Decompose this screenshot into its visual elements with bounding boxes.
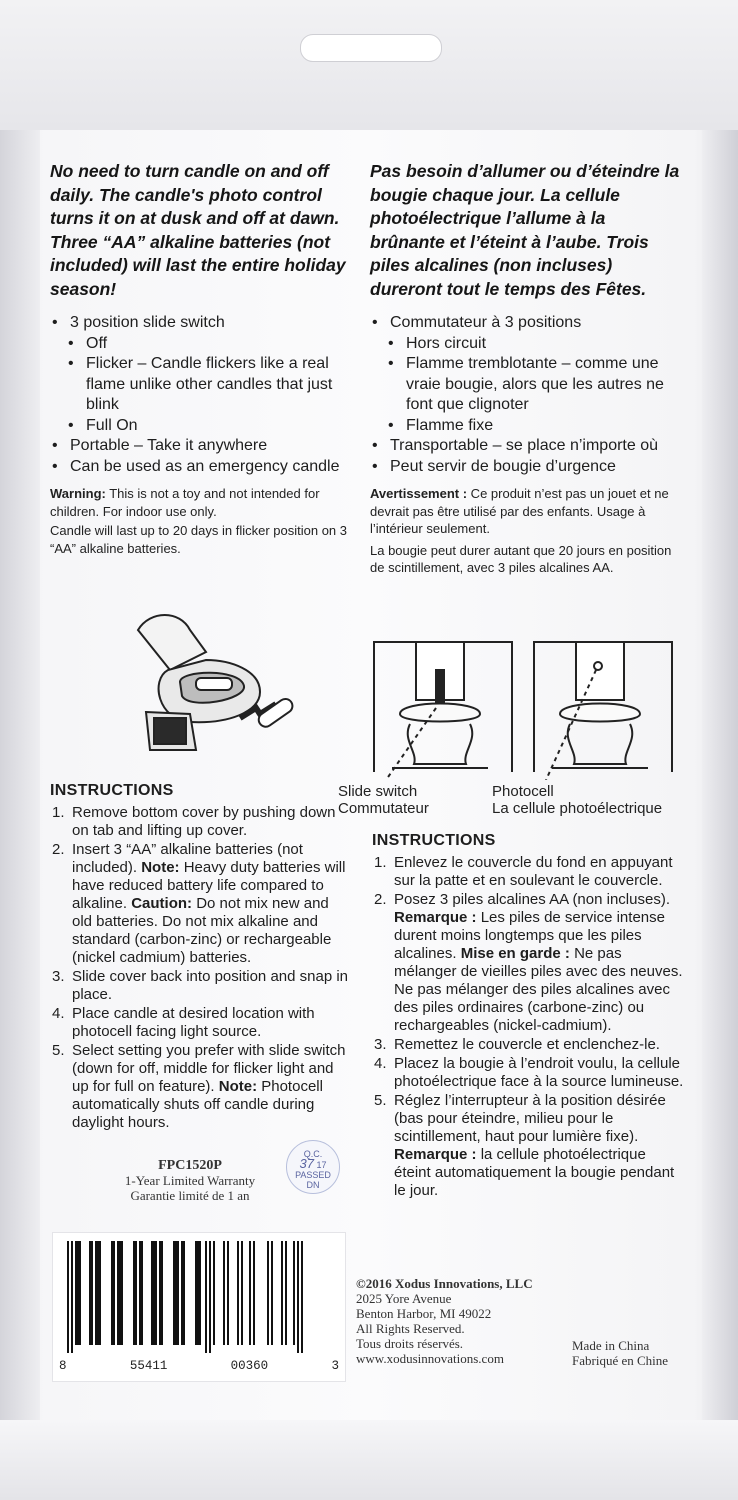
french-warning-text: Ce produit n’est pas un jouet et ne devrait pas être utilisé par des enfants. Usage à l’intérieur seulement. xyxy=(370,486,669,536)
product-code: FPC1520P xyxy=(158,1158,222,1173)
french-step-number: 1. xyxy=(374,854,387,871)
barcode-bar xyxy=(133,1241,137,1345)
package-left-edge xyxy=(0,0,40,1500)
english-step-text: Insert 3 “AA” alkaline batteries (not included). xyxy=(72,841,303,876)
english-step-item xyxy=(50,1042,350,1132)
english-step-number: 5. xyxy=(52,1042,65,1059)
barcode-bar xyxy=(281,1241,283,1345)
barcode-digits-left: 55411 xyxy=(129,1359,168,1373)
english-step-number: 3. xyxy=(52,968,65,985)
barcode-bar xyxy=(95,1241,101,1345)
english-step-emphasis: Note: xyxy=(141,859,180,876)
english-feature-list xyxy=(50,313,350,477)
french-step-item xyxy=(372,1036,684,1054)
english-column xyxy=(50,160,350,557)
barcode-digit-system: 8 xyxy=(59,1359,67,1373)
product-info xyxy=(90,1158,290,1203)
english-feature-item: • Flicker – Candle flickers like a real flame unlike other candles that just blink xyxy=(50,354,350,416)
english-feature-item: • 3 position slide switch xyxy=(50,313,350,334)
barcode-bar xyxy=(75,1241,81,1345)
english-step-item xyxy=(50,804,350,840)
english-step-emphasis: Caution: xyxy=(131,895,193,912)
english-step-text: Do not mix new and old batteries. Do not mix alkaline and standard (carbon-zinc) or rechargeable (nickel cadmium) batteries. xyxy=(72,895,332,966)
barcode-bar xyxy=(237,1241,239,1345)
upc-barcode xyxy=(52,1232,346,1382)
company-street: 2025 Yore Avenue xyxy=(356,1291,452,1306)
barcode-bar xyxy=(285,1241,287,1345)
barcode-bar xyxy=(267,1241,269,1345)
french-step-item xyxy=(372,1092,684,1200)
barcode-bars xyxy=(63,1241,335,1353)
french-feature-item: • Flamme fixe xyxy=(370,416,680,437)
french-step-number: 2. xyxy=(374,891,387,908)
barcode-bar xyxy=(301,1241,303,1353)
battery-compartment-illustration xyxy=(110,600,310,770)
barcode-bar xyxy=(241,1241,243,1345)
company-rights-fr: Tous droits réservés. xyxy=(356,1336,464,1351)
barcode-bar xyxy=(139,1241,143,1345)
french-step-text: Posez 3 piles alcalines AA (non incluses). xyxy=(394,891,670,908)
french-warning-label: Avertissement : xyxy=(370,486,468,501)
warranty-en: 1-Year Limited Warranty xyxy=(124,1173,256,1188)
barcode-bar xyxy=(181,1241,185,1345)
english-step-text: Slide cover back into position and snap in place. xyxy=(72,968,349,1003)
french-step-item xyxy=(372,854,684,890)
english-warning-label: Warning: xyxy=(50,486,106,501)
qc-passed-stamp xyxy=(286,1140,340,1194)
qc-line3: PASSED xyxy=(295,1170,331,1180)
barcode-bar xyxy=(173,1241,179,1345)
company-website: www.xodusinnovations.com xyxy=(356,1351,504,1366)
barcode-bar xyxy=(159,1241,163,1345)
english-feature-item: • Off xyxy=(50,334,350,355)
french-feature-list xyxy=(370,313,680,477)
french-step-emphasis: Remarque : xyxy=(394,909,477,926)
made-in-en: Made in China xyxy=(572,1338,650,1353)
barcode-bar xyxy=(89,1241,93,1345)
slide-switch-label xyxy=(338,783,429,817)
barcode-bar xyxy=(151,1241,157,1345)
french-step-emphasis: Remarque : xyxy=(394,1146,477,1163)
english-feature-item: • Portable – Take it anywhere xyxy=(50,436,350,457)
photocell-label-fr: La cellule photoélectrique xyxy=(492,800,663,817)
qc-line4: DN xyxy=(306,1180,320,1190)
qc-number: 37 xyxy=(299,1156,314,1171)
french-warning xyxy=(370,485,680,538)
barcode-digits xyxy=(59,1359,339,1373)
barcode-bar xyxy=(293,1241,295,1345)
qc-number-row xyxy=(287,1156,339,1171)
barcode-bar xyxy=(117,1241,123,1345)
english-step-text: Place candle at desired location with photocell facing light source. xyxy=(72,1005,315,1040)
barcode-bar xyxy=(213,1241,215,1345)
english-step-text: Photocell automatically shuts off candle during daylight hours. xyxy=(72,1078,323,1131)
french-step-number: 3. xyxy=(374,1036,387,1053)
english-intro: No need to turn candle on and off daily. The candle's photo control turns it on at dusk and off at dawn. Three “AA” alkaline batteries (not included) will last the entire holiday season! xyxy=(50,161,346,299)
package-bottom-fold xyxy=(0,1420,738,1500)
french-feature-item: • Hors circuit xyxy=(370,334,680,355)
package-top-fold xyxy=(0,0,738,130)
french-step-text: Les piles de service intense durent moins longtemps que les piles alcalines. xyxy=(394,909,665,962)
english-step-number: 2. xyxy=(52,841,65,858)
barcode-bar xyxy=(195,1241,201,1345)
english-step-item xyxy=(50,1005,350,1041)
french-feature-item: • Transportable – se place n’importe où xyxy=(370,436,680,457)
barcode-bar xyxy=(111,1241,115,1345)
english-warning-text: This is not a toy and not intended for children. For indoor use only. xyxy=(50,486,320,519)
french-feature-item: • Peut servir de bougie d’urgence xyxy=(370,457,680,478)
hang-tab-slot xyxy=(300,34,442,62)
company-rights-en: All Rights Reserved. xyxy=(356,1321,465,1336)
french-step-emphasis: Mise en garde : xyxy=(460,945,570,962)
barcode-bar xyxy=(223,1241,225,1345)
french-step-text: Ne pas mélanger de vieilles piles avec des neuves. Ne pas mélanger des piles alcalines avec des piles ordinaires (carbone-zinc) ou rechargeables (nickel-cadmium). xyxy=(394,945,683,1034)
company-name: ©2016 Xodus Innovations, LLC xyxy=(356,1276,533,1291)
slide-switch-label-fr: Commutateur xyxy=(338,800,429,817)
slide-switch-label-en: Slide switch xyxy=(338,783,418,800)
qc-line1: Q.C. xyxy=(303,1149,323,1159)
company-info xyxy=(356,1276,566,1366)
english-step-number: 1. xyxy=(52,804,65,821)
barcode-bar xyxy=(205,1241,207,1353)
french-step-text: Réglez l’interrupteur à la position désirée (bas pour éteindre, milieu pour le scintillement, haut pour lumière fixe). xyxy=(394,1092,666,1145)
made-in-fr: Fabriqué en Chine xyxy=(572,1353,669,1368)
french-feature-item: • Flamme tremblotante – comme une vraie bougie, alors que les autres ne font que clignoter xyxy=(370,354,680,416)
barcode-digits-right: 00360 xyxy=(230,1359,269,1373)
english-battery-life: Candle will last up to 20 days in flicker position on 3 “AA” alkaline batteries. xyxy=(50,523,347,556)
barcode-bar xyxy=(271,1241,273,1345)
barcode-bar xyxy=(227,1241,229,1345)
warranty-fr: Garantie limité de 1 an xyxy=(130,1188,250,1203)
barcode-bar xyxy=(253,1241,255,1345)
french-step-text: Enlevez le couvercle du fond en appuyant sur la patte et en soulevant le couvercle. xyxy=(394,854,673,889)
english-warning xyxy=(50,485,350,520)
company-city: Benton Harbor, MI 49022 xyxy=(356,1306,492,1321)
barcode-bar xyxy=(67,1241,69,1353)
country-of-origin xyxy=(572,1338,692,1368)
french-battery-life: La bougie peut durer autant que 20 jours en position de scintillement, avec 3 piles alcalines AA. xyxy=(370,542,672,575)
qc-line2: 17 xyxy=(316,1160,327,1170)
photocell-label-en: Photocell xyxy=(492,783,554,800)
candle-switch-diagrams xyxy=(372,640,682,780)
photocell-label xyxy=(492,783,662,817)
english-step-text: Heavy duty batteries will have reduced battery life compared to alkaline. xyxy=(72,859,346,912)
french-intro: Pas besoin d’allumer ou d’éteindre la bougie chaque jour. La cellule photoélectrique l’allume à la brûnante et l’éteint à l’aube. Trois piles alcalines (non incluses) dureront tout le temps des Fêtes. xyxy=(370,161,680,299)
french-step-text: la cellule photoélectrique éteint automatiquement la bougie pendant le jour. xyxy=(394,1146,675,1199)
french-step-number: 4. xyxy=(374,1055,387,1072)
french-step-number: 5. xyxy=(374,1092,387,1109)
french-step-text: Remettez le couvercle et enclenchez-le. xyxy=(394,1036,660,1053)
barcode-digit-check: 3 xyxy=(331,1359,339,1373)
barcode-bar xyxy=(297,1241,299,1353)
french-step-text: Placez la bougie à l’endroit voulu, la cellule photoélectrique face à la source lumineuse. xyxy=(394,1055,684,1090)
english-instructions-title: INSTRUCTIONS xyxy=(50,782,174,799)
english-step-number: 4. xyxy=(52,1005,65,1022)
french-instructions-title: INSTRUCTIONS xyxy=(372,832,496,849)
french-feature-item: • Commutateur à 3 positions xyxy=(370,313,680,334)
english-feature-item: • Can be used as an emergency candle xyxy=(50,457,350,478)
french-step-item xyxy=(372,891,684,1035)
french-steps-list xyxy=(372,854,684,1200)
barcode-bar xyxy=(71,1241,73,1353)
english-step-item xyxy=(50,968,350,1004)
english-step-item xyxy=(50,841,350,967)
barcode-bar xyxy=(209,1241,211,1353)
english-step-emphasis: Note: xyxy=(218,1078,258,1095)
english-instructions xyxy=(50,782,350,1133)
french-step-item xyxy=(372,1055,684,1091)
barcode-bar xyxy=(249,1241,251,1345)
english-steps-list xyxy=(50,804,350,1132)
package-right-edge xyxy=(702,0,738,1500)
english-step-text: Select setting you prefer with slide switch (down for off, middle for flicker light and up for full on feature). xyxy=(72,1042,346,1095)
english-step-text: Remove bottom cover by pushing down on tab and lifting up cover. xyxy=(72,804,336,839)
english-feature-item: • Full On xyxy=(50,416,350,437)
french-column xyxy=(370,160,680,577)
french-instructions xyxy=(372,832,684,1201)
